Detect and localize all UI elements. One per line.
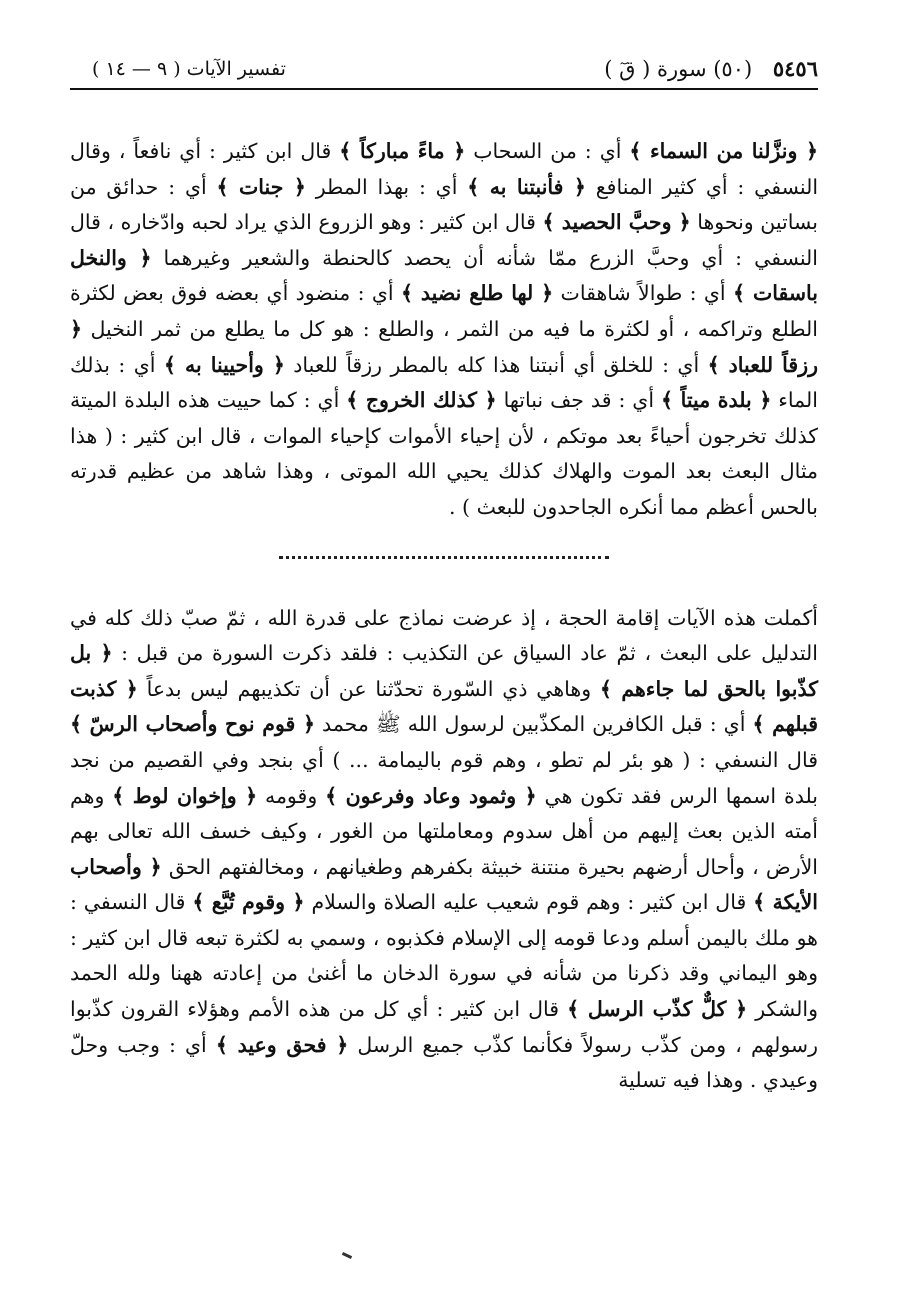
stray-ink-mark [342, 1252, 352, 1259]
text-segment: أي : وجب وحلّ وعيدي . وهذا فيه تسلية [70, 1032, 818, 1093]
text-segment: أي : للخلق أي أنبتنا هذا كله بالمطر رزقاً للعباد [284, 352, 708, 377]
tafsir-paragraph-1 [70, 134, 818, 526]
quran-verse: ﴿ لها طلع نضيد ﴾ [400, 281, 554, 306]
text-segment: أي : من السحاب [465, 139, 630, 163]
text-segment: وهم أمته الذين بعث إليهم من أهل سدوم ومعاملتها من الغور ، وكيف خسف الله تعالى بهم الأرض ، وأحال أرضهم بحيرة منتنة خبيثة بكفرهم وطغيانهم ، ومخالفتهم الحق [70, 783, 819, 879]
quran-verse: ﴿ وحبَّ الحصيد ﴾ [542, 210, 691, 235]
page-header [70, 52, 818, 90]
book-page [70, 52, 818, 1252]
quran-verse: ﴿ جنات ﴾ [216, 174, 306, 199]
text-segment: قال النسفي : ( هو بئر لم تطو ، وهم قوم باليمامة ... ) أي بنجد وفي القصيم من نجد بلدة اسمها الرس فقد تكون هي [70, 747, 818, 808]
quran-verse: ﴿ والنخل باسقات ﴾ [70, 245, 818, 306]
section-title: تفسير الآيات ( ٩ — ١٤ ) [92, 58, 286, 80]
text-segment: أي : بهذا المطر [305, 174, 468, 199]
quran-verse: ﴿ ماءً مباركاً ﴾ [339, 139, 466, 163]
text-segment: أي : منضود أي بعضه فوق بعض لكثرة الطلع وتراكمه ، أو لكثرة ما فيه من الثمر ، والطلع : هو كل ما يطلع من ثمر النخيل [70, 281, 818, 341]
text-segment: قال ابن كثير : أي نافعاً ، وقال النسفي : أي كثير المنافع [70, 139, 819, 199]
text-segment: قال ابن كثير : وهو الزروع الذي يراد لحبه وادّخاره ، قال النسفي : أي وحبَّ الزرع ممّا شأنه أن يحصد كالحنطة والشعير وغيرهما [70, 210, 819, 270]
text-segment: أي : حدائق من بساتين ونحوها [70, 174, 818, 235]
quran-verse: ﴿ وثمود وعاد وفرعون ﴾ [325, 783, 537, 808]
text-segment: قال ابن كثير : أي كل من هذه الأمم وهؤلاء القرون كذّبوا رسولهم ، ومن كذّب رسولاً فكأنما كذّب جميع الرسل [70, 997, 818, 1057]
quran-verse: ﴿ كذلك الخروج ﴾ [346, 388, 497, 413]
text-segment: قال ابن كثير : وهم قوم شعيب عليه الصلاة والسلام [304, 890, 754, 915]
quran-verse: ﴿ وإخوان لوط ﴾ [112, 783, 258, 808]
quran-verse: ﴿ كذبت قبلهم ﴾ [70, 676, 818, 737]
quran-verse: ﴿ وأصحاب الأيكة ﴾ [70, 854, 819, 915]
text-segment: أي : قبل الكافرين المكذّبين لرسول الله ﷺ محمد [315, 712, 753, 737]
text-segment: أي : طوالاً شاهقات [553, 281, 733, 306]
header-right [604, 56, 818, 81]
page-number: ٥٤٥٦ [772, 56, 818, 81]
text-segment: أي : كما حييت هذه البلدة الميتة كذلك تخرجون أحياءً بعد موتكم ، لأن إحياء الأموات كإحياء الموات ، قال ابن كثير : ( هذا مثال البعث بعد الموت والهلاك كذلك يحيي الله الموتى ، وهذا شاهد من عظيم قدرته بالحس أعظم مما أنكره الجاحدون للبعث ) . [70, 388, 818, 519]
quran-verse: ﴿ وقوم تُبَّع ﴾ [192, 890, 305, 915]
quran-verse: ﴿ بلدة ميتاً ﴾ [661, 388, 772, 413]
surah-name: (٥٠) سورة ( قٓ ) [604, 57, 753, 81]
quran-verse: ﴿ كلٌّ كذّب الرسل ﴾ [567, 997, 748, 1022]
text-segment: وقومه [257, 783, 326, 808]
quran-verse: ﴿ فأنبتنا به ﴾ [467, 174, 586, 199]
text-segment: أي : بذلك الماء [70, 352, 818, 413]
text-segment: وهاهي ذي السّورة تحدّثنا عن أن تكذيبهم ليس بدعاً [137, 676, 600, 701]
quran-verse: ﴿ فحق وعيد ﴾ [215, 1032, 349, 1057]
quran-verse: ﴿ ونزَّلنا من السماء ﴾ [629, 139, 819, 163]
text-segment: أكملت هذه الآيات إقامة الحجة ، إذ عرضت نماذج على قدرة الله ، ثمّ صبّ ذلك كله في التدليل على البعث ، ثمّ عاد السياق عن التكذيب : فلقد ذكرت السورة من قبل : [70, 605, 818, 666]
quran-verse: ﴿ وأحيينا به ﴾ [163, 352, 285, 377]
text-segment: أي : قد جف نباتها [496, 388, 661, 413]
quran-verse: ﴿ قوم نوح وأصحاب الرسّ ﴾ [70, 712, 316, 737]
quran-verse: ﴿ رزقاً للعباد ﴾ [70, 316, 819, 377]
quran-verse: ﴿ بل كذّبوا بالحق لما جاءهم ﴾ [70, 641, 818, 701]
text-segment: قال النسفي : هو ملك باليمن أسلم ودعا قومه إلى الإسلام فكذبوه ، وسمي به لكثرة تبعه قال ابن كثير : وهو اليماني وقد ذكرنا من شأنه في سورة الدخان ما أغنىٰ من إعادته ههنا ولله الحمد والشكر [70, 890, 819, 1022]
dotted-divider [279, 556, 609, 559]
tafsir-paragraph-2 [70, 601, 818, 1099]
